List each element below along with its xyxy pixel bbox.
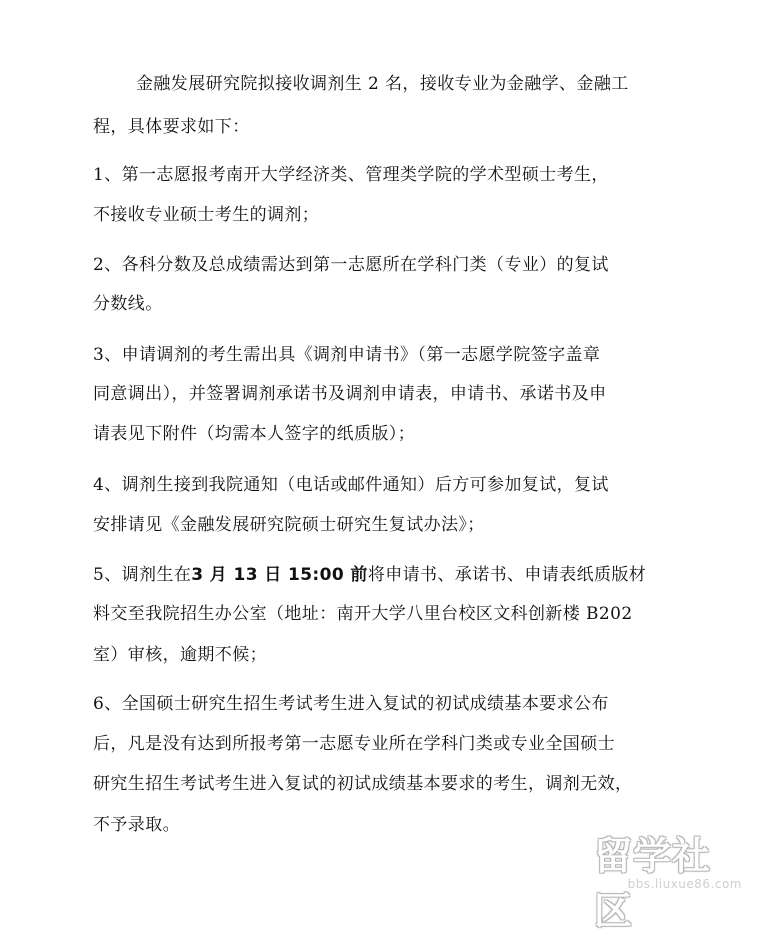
item-6-line-4: 不予录取。 [93,815,180,835]
watermark-url: bbs.liuxue86.com [627,877,742,891]
intro-line-2: 程，具体要求如下： [93,117,250,137]
intro-line-1: 金融发展研究院拟接收调剂生 2 名，接收专业为金融学、金融工 [136,74,629,94]
item-6-line-2: 后，凡是没有达到所报考第一志愿专业所在学科门类或专业全国硕士 [93,734,615,754]
watermark-brand: 留学社区 [594,834,712,933]
item-5-suffix: 将申请书、承诺书、申请表纸质版材 [367,565,647,585]
item-1-line-2: 不接收专业硕士考生的调剂； [93,205,320,225]
item-5-prefix: 5、调剂生在 [93,565,192,585]
item-5-line-1 [93,565,646,585]
item-3-line-3: 请表见下附件（均需本人签字的纸质版）； [93,424,416,444]
item-3-line-2: 同意调出），并签署调剂承诺书及调剂申请表，申请书、承诺书及申 [93,384,607,404]
item-5-line-2: 料交至我院招生办公室（地址：南开大学八里台校区文科创新楼 B202 [93,604,633,624]
item-5-line-3: 室）审核，逾期不候； [93,645,267,665]
item-4-line-2: 安排请见《金融发展研究院硕士研究生复试办法》； [93,515,485,535]
item-3-line-1: 3、申请调剂的考生需出具《调剂申请书》（第一志愿学院签字盖章 [93,345,601,365]
item-4-line-1: 4、调剂生接到我院通知（电话或邮件通知）后方可参加复试，复试 [93,475,609,495]
item-6-line-1: 6、全国硕士研究生招生考试考生进入复试的初试成绩基本要求公布 [93,694,609,714]
item-2-line-1: 2、各科分数及总成绩需达到第一志愿所在学科门类（专业）的复试 [93,255,609,275]
item-6-line-3: 研究生招生考试考生进入复试的初试成绩基本要求的考生，调剂无效， [93,774,633,794]
item-5-deadline: 3 月 13 日 15:00 前 [191,565,368,585]
item-1-line-1: 1、第一志愿报考南开大学经济类、管理类学院的学术型硕士考生， [93,165,609,185]
item-2-line-2: 分数线。 [93,294,163,314]
